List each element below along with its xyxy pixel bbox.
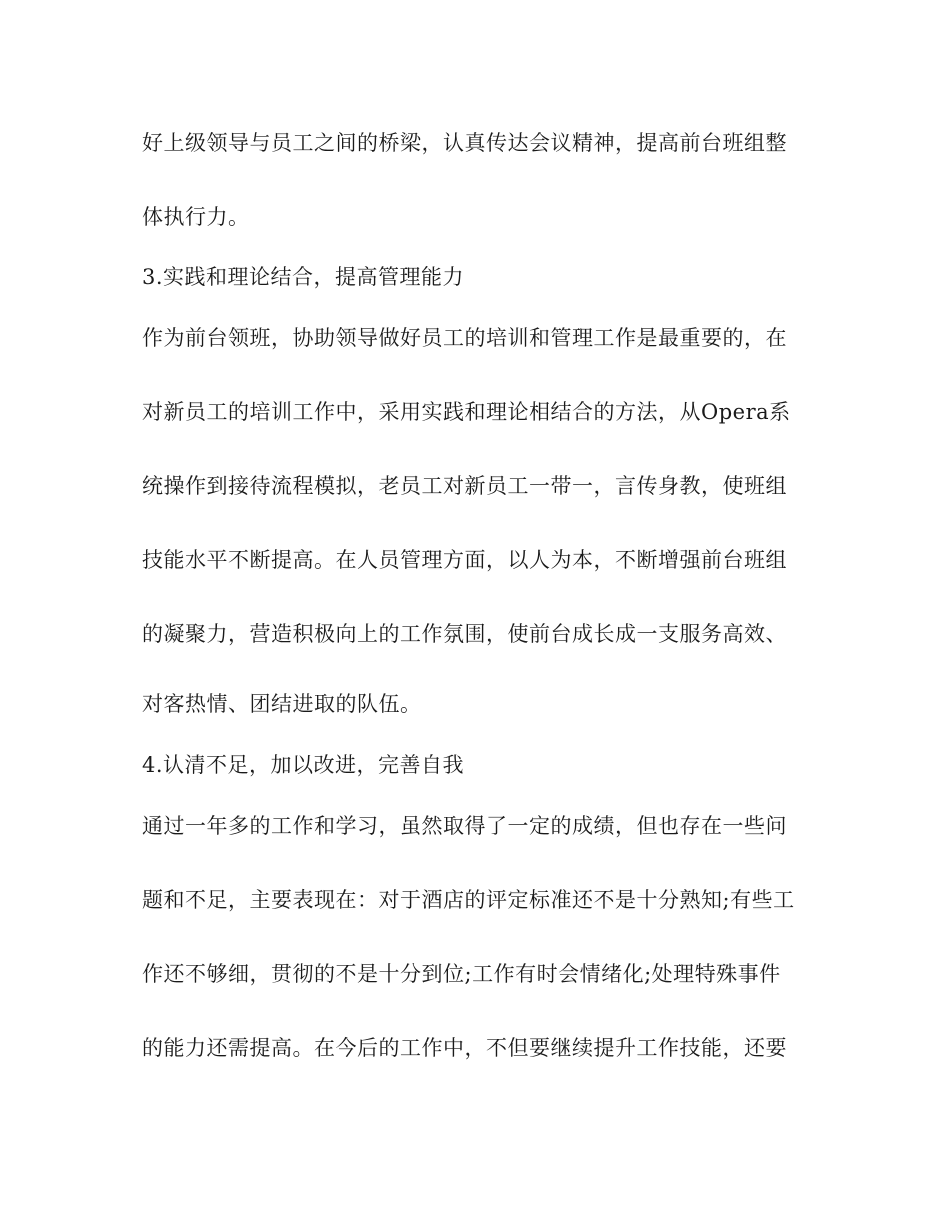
paragraph-line: 的能力还需提高。在今后的工作中，不但要继续提升工作技能，还要	[142, 1036, 787, 1060]
paragraph-line: 作为前台领班，协助领导做好员工的培训和管理工作是最重要的，在	[142, 326, 787, 350]
paragraph-line: 统操作到接待流程模拟，老员工对新员工一带一，言传身教，使班组	[142, 474, 787, 498]
paragraph-line: 的凝聚力，营造积极向上的工作氛围，使前台成长成一支服务高效、	[142, 622, 787, 646]
paragraph-line: 对客热情、团结进取的队伍。	[142, 692, 422, 716]
paragraph-line: 通过一年多的工作和学习，虽然取得了一定的成绩，但也存在一些问	[142, 814, 787, 838]
paragraph-line: 好上级领导与员工之间的桥梁，认真传达会议精神，提高前台班组整	[142, 131, 787, 155]
section-heading: 3.实践和理论结合，提高管理能力	[142, 265, 465, 289]
paragraph-line: 题和不足，主要表现在：对于酒店的评定标准还不是十分熟知;有些工	[142, 888, 795, 912]
paragraph-line: 对新员工的培训工作中，采用实践和理论相结合的方法，从Opera系	[142, 400, 791, 424]
paragraph-line: 技能水平不断提高。在人员管理方面，以人为本，不断增强前台班组	[142, 548, 787, 572]
section-heading: 4.认清不足，加以改进，完善自我	[142, 753, 465, 777]
paragraph-line: 作还不够细，贯彻的不是十分到位;工作有时会情绪化;处理特殊事件	[142, 962, 781, 986]
paragraph-line: 体执行力。	[142, 205, 250, 229]
